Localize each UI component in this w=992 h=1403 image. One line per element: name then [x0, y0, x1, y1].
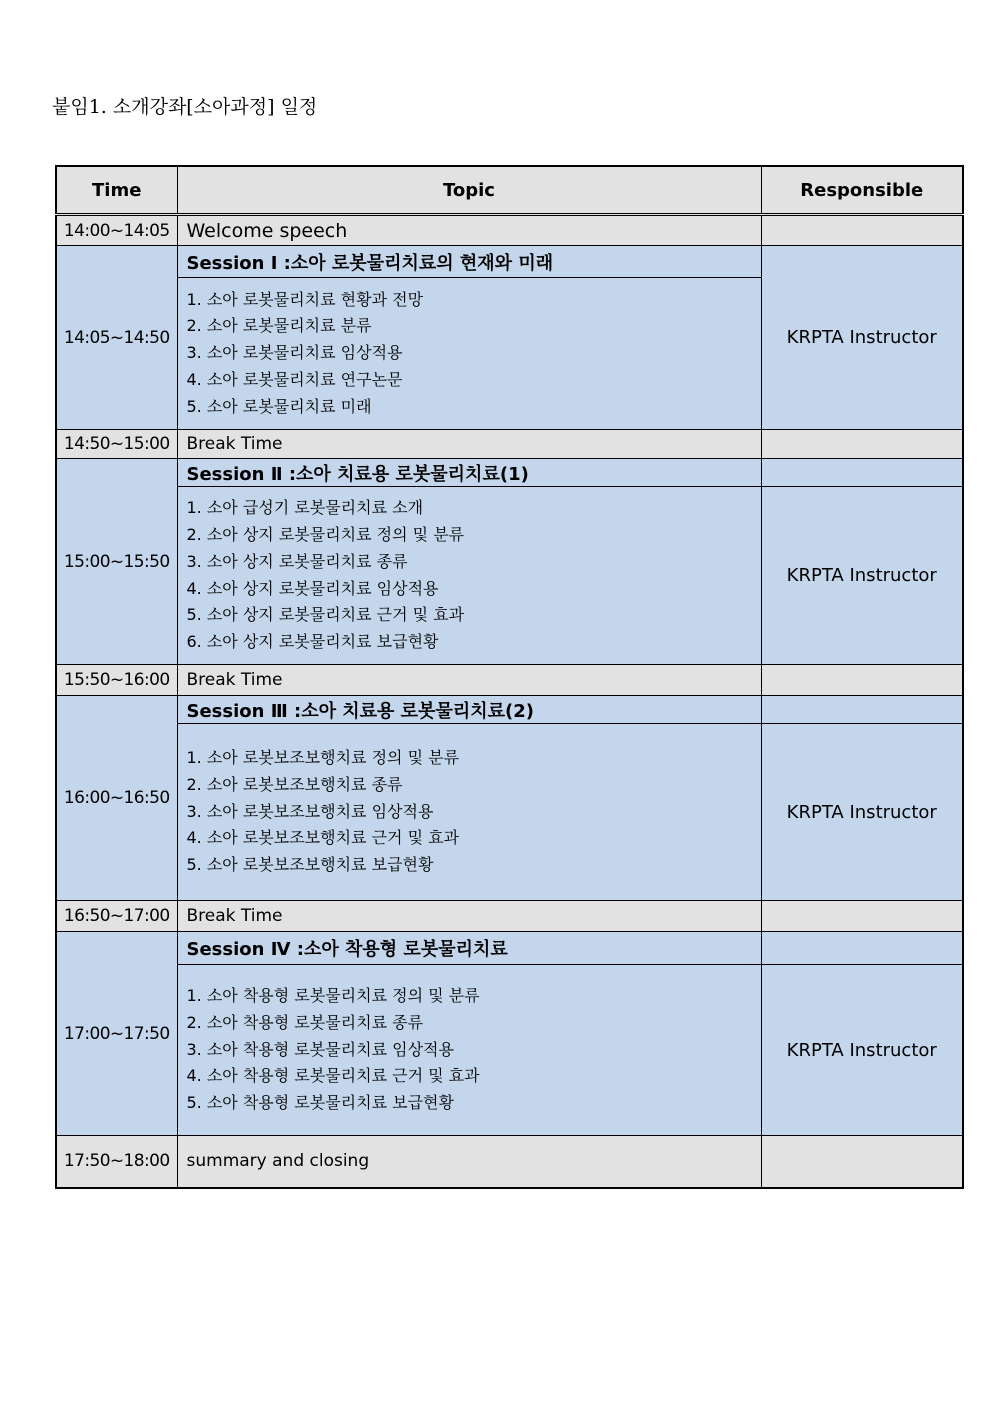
break-topic: Break Time — [177, 901, 761, 932]
responsible-cell-empty — [761, 665, 963, 696]
time-cell: 14:05~14:50 — [56, 246, 177, 430]
session-items — [177, 487, 761, 665]
session-title: Session Ⅰ :소아 로봇물리치료의 현재와 미래 — [177, 246, 761, 278]
header-row — [56, 166, 963, 215]
session-items — [177, 278, 761, 430]
list-item: 3. 소아 착용형 로봇물리치료 임상적용 — [186, 1039, 454, 1059]
session-title-row — [56, 696, 963, 724]
header-responsible: Responsible — [761, 166, 963, 215]
time-cell: 17:50~18:00 — [56, 1136, 177, 1188]
responsible-cell: KRPTA Instructor — [761, 246, 963, 430]
list-item: 2. 소아 로봇물리치료 분류 — [186, 316, 372, 336]
session-title-row — [56, 932, 963, 965]
session-items — [177, 965, 761, 1136]
responsible-cell-empty — [761, 215, 963, 246]
list-item: 4. 소아 착용형 로봇물리치료 근거 및 효과 — [186, 1066, 480, 1086]
responsible-cell-empty — [761, 932, 963, 965]
session-items — [177, 724, 761, 901]
list-item: 3. 소아 상지 로봇물리치료 종류 — [186, 551, 408, 571]
list-item: 1. 소아 로봇물리치료 현황과 전망 — [186, 289, 424, 309]
table-row — [56, 1136, 963, 1188]
list-item: 3. 소아 로봇보조보행치료 임상적용 — [186, 801, 434, 821]
responsible-cell-empty — [761, 1136, 963, 1188]
time-cell: 17:00~17:50 — [56, 932, 177, 1136]
responsible-cell-empty — [761, 430, 963, 459]
page-title: 붙임1. 소개강좌[소아과정] 일정 — [52, 96, 318, 118]
break-topic: Break Time — [177, 665, 761, 696]
closing-topic: summary and closing — [177, 1136, 761, 1188]
list-item: 2. 소아 착용형 로봇물리치료 종류 — [186, 1012, 424, 1032]
session-items-row — [56, 965, 963, 1136]
responsible-cell: KRPTA Instructor — [761, 487, 963, 665]
list-item: 5. 소아 착용형 로봇물리치료 보급현황 — [186, 1093, 454, 1113]
session-items-row — [56, 487, 963, 665]
list-item: 4. 소아 상지 로봇물리치료 임상적용 — [186, 578, 439, 598]
list-item: 4. 소아 로봇보조보행치료 근거 및 효과 — [186, 828, 460, 848]
table-row — [56, 901, 963, 932]
responsible-cell: KRPTA Instructor — [761, 724, 963, 901]
table-row — [56, 430, 963, 459]
list-item: 2. 소아 로봇보조보행치료 종류 — [186, 774, 403, 794]
time-cell: 16:50~17:00 — [56, 901, 177, 932]
time-cell: 14:00~14:05 — [56, 215, 177, 246]
responsible-cell-empty — [761, 459, 963, 487]
list-item: 5. 소아 로봇보조보행치료 보급현황 — [186, 855, 434, 875]
header-time: Time — [56, 166, 177, 215]
table-row — [56, 215, 963, 246]
session-items-row — [56, 724, 963, 901]
list-item: 2. 소아 상지 로봇물리치료 정의 및 분류 — [186, 525, 465, 545]
header-topic: Topic — [177, 166, 761, 215]
session-title: Session Ⅲ :소아 치료용 로봇물리치료(2) — [177, 696, 761, 724]
list-item: 1. 소아 착용형 로봇물리치료 정의 및 분류 — [186, 986, 480, 1006]
list-item: 4. 소아 로봇물리치료 연구논문 — [186, 369, 403, 389]
list-item: 1. 소아 로봇보조보행치료 정의 및 분류 — [186, 748, 460, 768]
responsible-cell-empty — [761, 901, 963, 932]
break-topic: Break Time — [177, 430, 761, 459]
list-item: 6. 소아 상지 로봇물리치료 보급현황 — [186, 631, 439, 651]
time-cell: 15:50~16:00 — [56, 665, 177, 696]
list-item: 5. 소아 상지 로봇물리치료 근거 및 효과 — [186, 605, 465, 625]
welcome-topic: Welcome speech — [177, 215, 761, 246]
list-item: 3. 소아 로봇물리치료 임상적용 — [186, 343, 403, 363]
schedule-table — [55, 165, 964, 1189]
session-title: Session Ⅱ :소아 치료용 로봇물리치료(1) — [177, 459, 761, 487]
time-cell: 16:00~16:50 — [56, 696, 177, 901]
session-title-row — [56, 246, 963, 278]
list-item: 5. 소아 로봇물리치료 미래 — [186, 396, 372, 416]
responsible-cell-empty — [761, 696, 963, 724]
time-cell: 15:00~15:50 — [56, 459, 177, 665]
list-item: 1. 소아 급성기 로봇물리치료 소개 — [186, 498, 424, 518]
time-cell: 14:50~15:00 — [56, 430, 177, 459]
session-title: Session Ⅳ :소아 착용형 로봇물리치료 — [177, 932, 761, 965]
session-title-row — [56, 459, 963, 487]
responsible-cell: KRPTA Instructor — [761, 965, 963, 1136]
table-row — [56, 665, 963, 696]
